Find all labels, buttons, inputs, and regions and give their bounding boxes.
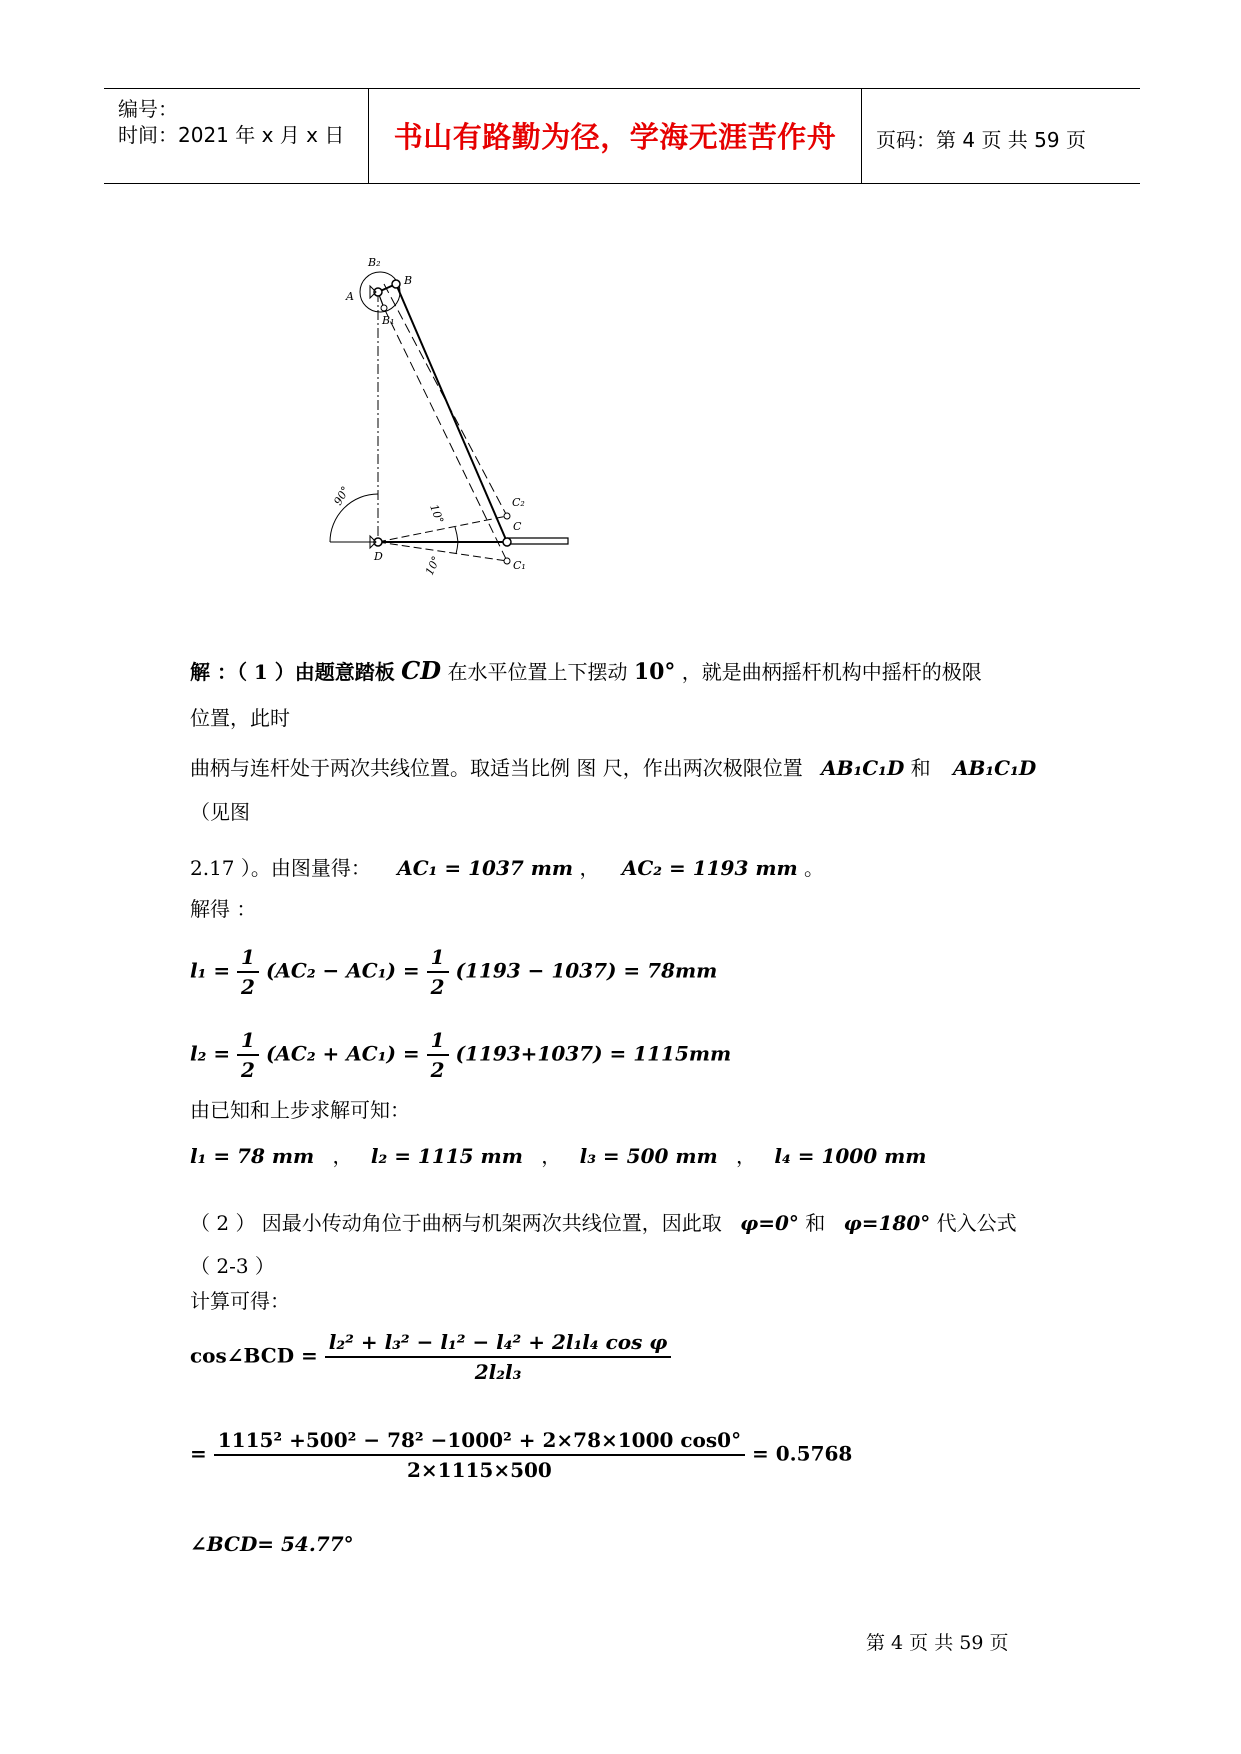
known-l2: l₂ = 1115 mm (370, 1144, 523, 1168)
label-angle-90: 90° (331, 484, 353, 508)
eq2-mid: (AC₂ + AC₁) = (265, 1041, 420, 1066)
angle-arc-10-lower (456, 542, 458, 554)
period: 。 (804, 856, 825, 880)
eq1-lhs: l₁ = (190, 958, 231, 983)
label-b1: B₁ (382, 314, 395, 327)
and-word: 和 (910, 756, 931, 780)
cos-lhs: cos∠BCD = (190, 1343, 318, 1368)
known-values (190, 1140, 926, 1169)
sep-2: ， (541, 1144, 562, 1168)
numeric-denominator: 2×1115×500 (406, 1458, 552, 1482)
joint-d (374, 538, 382, 546)
document-number-label: 编号： (118, 97, 178, 121)
phi-180: φ=180° (843, 1211, 931, 1235)
document-time-label: 时间：2021 年 x 月 x 日 (118, 123, 345, 147)
calc-text: 计算可得： (190, 1289, 290, 1313)
frac-den: 2 (241, 1058, 255, 1082)
known-l1: l₁ = 78 mm (190, 1144, 315, 1168)
solution-line-1 (190, 656, 982, 685)
pedal (507, 538, 568, 544)
solution-line-2: 位置，此时 (190, 706, 290, 730)
part2-intro: （ 2 ） 因最小传动角位于曲柄与机架两次共线位置，因此取 (190, 1211, 722, 1235)
frac-num: 1 (237, 1028, 259, 1056)
frac-den: 2 (430, 975, 445, 999)
measured-ac1: AC₁ = 1037 mm (397, 856, 574, 880)
swing-angle: 10° (633, 659, 676, 685)
angle-arc-10-upper (455, 527, 458, 542)
known-l3: l₃ = 500 mm (579, 1144, 718, 1168)
numeric-numerator: 1115² +500² − 78² −1000² + 2×78×1000 cos0° (214, 1428, 745, 1456)
coupler-bc (396, 284, 507, 542)
solution-line-6: 解得 ： (190, 897, 257, 921)
cos-numeric (190, 1428, 852, 1482)
frac-num: 1 (427, 1028, 449, 1056)
part1-intro: 解 ：（ 1 ）由题意踏板 (190, 660, 395, 684)
swing-text: 在水平位置上下摆动 (447, 660, 628, 684)
page-code-label: 页码：第 4 页 共 59 页 (876, 128, 1086, 152)
part2-line (190, 1207, 1017, 1236)
solution-line-5 (190, 852, 824, 881)
and-word-2: 和 (805, 1211, 826, 1235)
rocker-dc1 (378, 542, 507, 561)
formula-ref: （ 2-3 ） (190, 1254, 275, 1278)
numeric-fraction (214, 1428, 745, 1482)
numeric-result: = 0.5768 (752, 1441, 853, 1466)
angle-result: ∠BCD= 54.77° (190, 1532, 354, 1556)
eq1-half-b (427, 945, 449, 999)
known-l4: l₄ = 1000 mm (774, 1144, 927, 1168)
joint-c2 (504, 513, 510, 519)
eq-sign: = (190, 1441, 207, 1466)
motto-text: 书山有路勤为径，学海无涯苦作舟 (393, 120, 837, 154)
frac-num: 1 (237, 945, 259, 973)
substitute-text: 代入公式 (936, 1211, 1017, 1235)
var-cd: CD (401, 656, 442, 685)
cos-fraction (325, 1330, 672, 1384)
label-b2: B₂ (368, 256, 381, 269)
limit-position-1: AB₁C₁D (821, 756, 905, 780)
label-a: A (346, 290, 354, 303)
joint-c1 (504, 558, 510, 564)
measured-text: 2.17 ）。由图量得： (190, 856, 371, 880)
cos-formula (190, 1330, 671, 1384)
header-pagecode-cell (862, 89, 1140, 183)
coupler-b1c1 (384, 308, 507, 561)
eq2-half-a (237, 1028, 259, 1082)
page-footer: 第 4 页 共 59 页 (866, 1632, 1009, 1654)
equation-l1 (190, 945, 717, 999)
header-info-cell (104, 89, 369, 183)
position-text: 曲柄与连杆处于两次共线位置。取适当比例 图 尺，作出两次极限位置 (190, 756, 803, 780)
label-c1: C₁ (513, 559, 526, 572)
label-angle-10-lower: 10° (422, 554, 443, 578)
label-angle-10-upper: 10° (427, 502, 447, 526)
sep-1: ， (332, 1144, 353, 1168)
page-header (104, 88, 1140, 184)
solution-line-4: （见图 (190, 800, 250, 824)
label-d: D (374, 550, 383, 563)
eq1-half-a (237, 945, 259, 999)
limit-text: ，就是曲柄摇杆机构中摇杆的极限 (681, 660, 982, 684)
eq2-lhs: l₂ = (190, 1041, 231, 1066)
frac-num: 1 (427, 945, 449, 973)
header-motto-cell (369, 89, 862, 183)
linkage-figure (320, 244, 580, 584)
equation-l2 (190, 1028, 731, 1082)
limit-position-2: AB₁C₁D (953, 756, 1037, 780)
known-text: 由已知和上步求解可知： (190, 1098, 410, 1122)
joint-b (392, 280, 400, 288)
frac-den: 2 (241, 975, 255, 999)
label-c: C (513, 520, 522, 533)
frac-den: 2 (430, 1058, 445, 1082)
eq2-half-b (427, 1028, 449, 1082)
joint-c (503, 538, 511, 546)
phi-0: φ=0° (740, 1211, 799, 1235)
label-b: B (404, 274, 413, 287)
comma: ， (579, 856, 600, 880)
eq1-mid: (AC₂ − AC₁) = (265, 958, 420, 983)
measured-ac2: AC₂ = 1193 mm (621, 856, 798, 880)
sep-3: ， (736, 1144, 757, 1168)
joint-b1 (381, 305, 387, 311)
label-c2: C₂ (512, 496, 525, 509)
joint-a (374, 288, 382, 296)
cos-denominator: 2l₂l₃ (474, 1360, 522, 1384)
cos-numerator: l₂² + l₃² − l₁² − l₄² + 2l₁l₄ cos φ (325, 1330, 672, 1358)
eq2-result: (1193+1037) = 1115mm (455, 1041, 732, 1066)
eq1-result: (1193 − 1037) = 78mm (455, 958, 718, 983)
solution-line-3 (190, 752, 1036, 781)
